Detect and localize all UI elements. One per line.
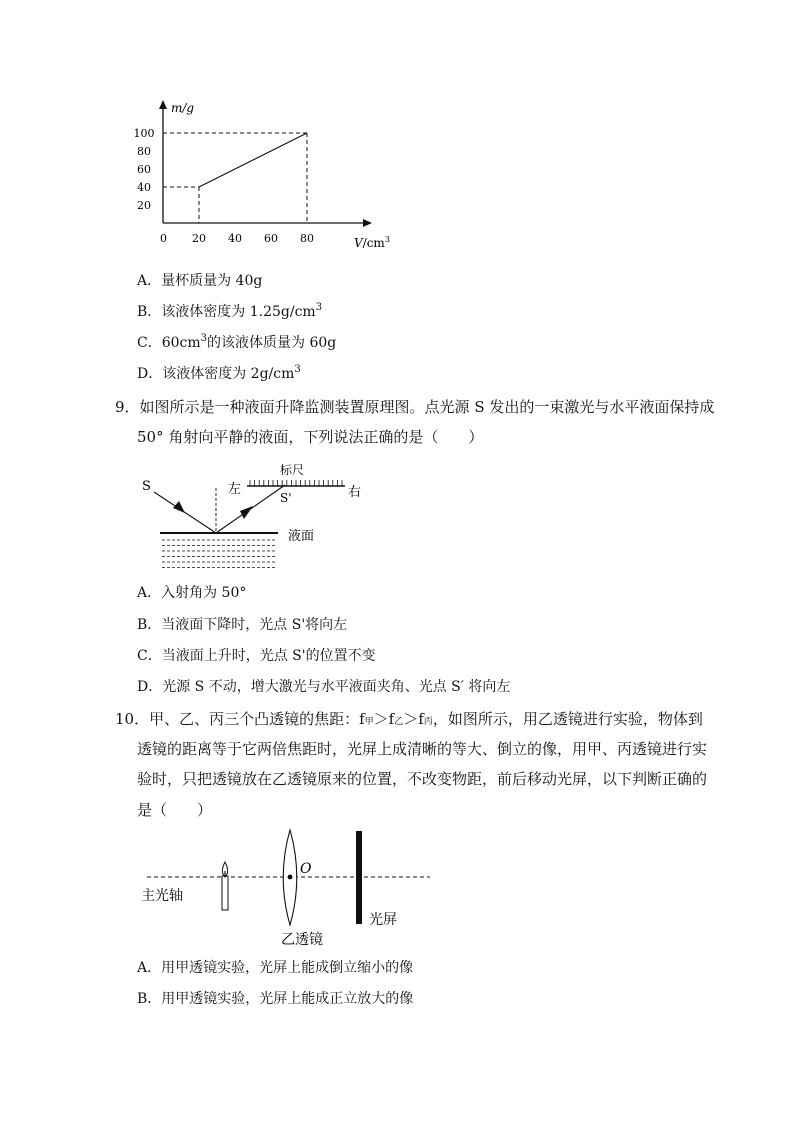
q10-stem-line-4: 是（ ） (137, 801, 213, 819)
x-axis-label: $V/cm^3$ (354, 235, 390, 250)
q9-option-c: C．当液面上升时，光点 S'的位置不变 (137, 648, 376, 664)
incident-ray (154, 492, 216, 533)
liquid-level-diagram (140, 458, 380, 578)
q10-stem-line-3: 验时，只把透镜放在乙透镜原来的位置，不改变物距，前后移动光屏，以下判断正确的 (137, 770, 708, 788)
q9-stem-line-1: 9．如图所示是一种液面升降监测装置原理图。点光源 S 发出的一束激光与水平液面保持成 (115, 398, 715, 416)
x-tick-label: 60 (264, 232, 278, 245)
y-tick-label: 60 (137, 163, 151, 176)
screen-label: 光屏 (369, 912, 397, 928)
y-axis-label: m/g (171, 101, 195, 115)
optical-center-dot (288, 875, 293, 880)
y-tick-label: 100 (133, 127, 155, 140)
y-tick-label: 40 (137, 181, 151, 194)
light-screen (356, 831, 362, 924)
mass-volume-graph (130, 95, 400, 255)
y-tick-label: 80 (137, 145, 151, 158)
q10-stem-line-1: 10．甲、乙、丙三个凸透镜的焦距：f甲＞f乙＞f丙，如图所示，用乙透镜进行实验，物体到 (115, 710, 703, 728)
x-tick-label: 40 (228, 232, 242, 245)
candle-body (222, 876, 228, 910)
q9-option-a: A．入射角为 50° (137, 585, 247, 601)
lens-setup-diagram (135, 826, 445, 951)
q8-option-c: C．$60cm^3$的该液体质量为 60g (137, 333, 337, 351)
q10-option-b: B．用甲透镜实验，光屏上能成正立放大的像 (137, 991, 414, 1007)
optical-center-label: O (300, 861, 312, 877)
x-axis-arrow (363, 219, 372, 227)
x-tick-label: 20 (192, 232, 206, 245)
mass-volume-line (199, 133, 307, 187)
q9-option-d: D．光源 S 不动，增大激光与水平液面夹角、光点 S′ 将向左 (137, 679, 511, 695)
q9-stem-line-2: 50° 角射向平静的液面，下列说法正确的是（ ） (137, 428, 484, 446)
origin-label: 0 (160, 232, 167, 245)
surface-label: 液面 (288, 529, 315, 544)
lens-label: 乙透镜 (281, 932, 323, 948)
q9-option-b: B．当液面下降时，光点 S'将向左 (137, 617, 348, 633)
q10-option-a: A．用甲透镜实验，光屏上能成倒立缩小的像 (137, 960, 414, 976)
right-label: 右 (348, 485, 362, 500)
spot-label: S' (280, 491, 292, 505)
axis-label: 主光轴 (141, 888, 183, 904)
q8-option-d: D．该液体密度为 $2g/cm^3$ (137, 364, 301, 382)
reflected-arrow (240, 506, 253, 519)
y-tick-label: 20 (137, 199, 151, 212)
q8-option-b: B．该液体密度为 $1.25g/cm^3$ (137, 302, 323, 320)
x-tick-label: 80 (300, 232, 314, 245)
left-label: 左 (228, 482, 242, 497)
q8-option-a: A．量杯质量为 40g (137, 273, 263, 289)
y-axis-arrow (159, 100, 167, 109)
ruler-label: 标尺 (280, 463, 305, 477)
q10-stem-line-2: 透镜的距离等于它两倍焦距时，光屏上成清晰的等大、倒立的像，用甲、丙透镜进行实 (137, 740, 708, 758)
incident-arrow (173, 501, 185, 513)
source-label: S (142, 479, 151, 494)
